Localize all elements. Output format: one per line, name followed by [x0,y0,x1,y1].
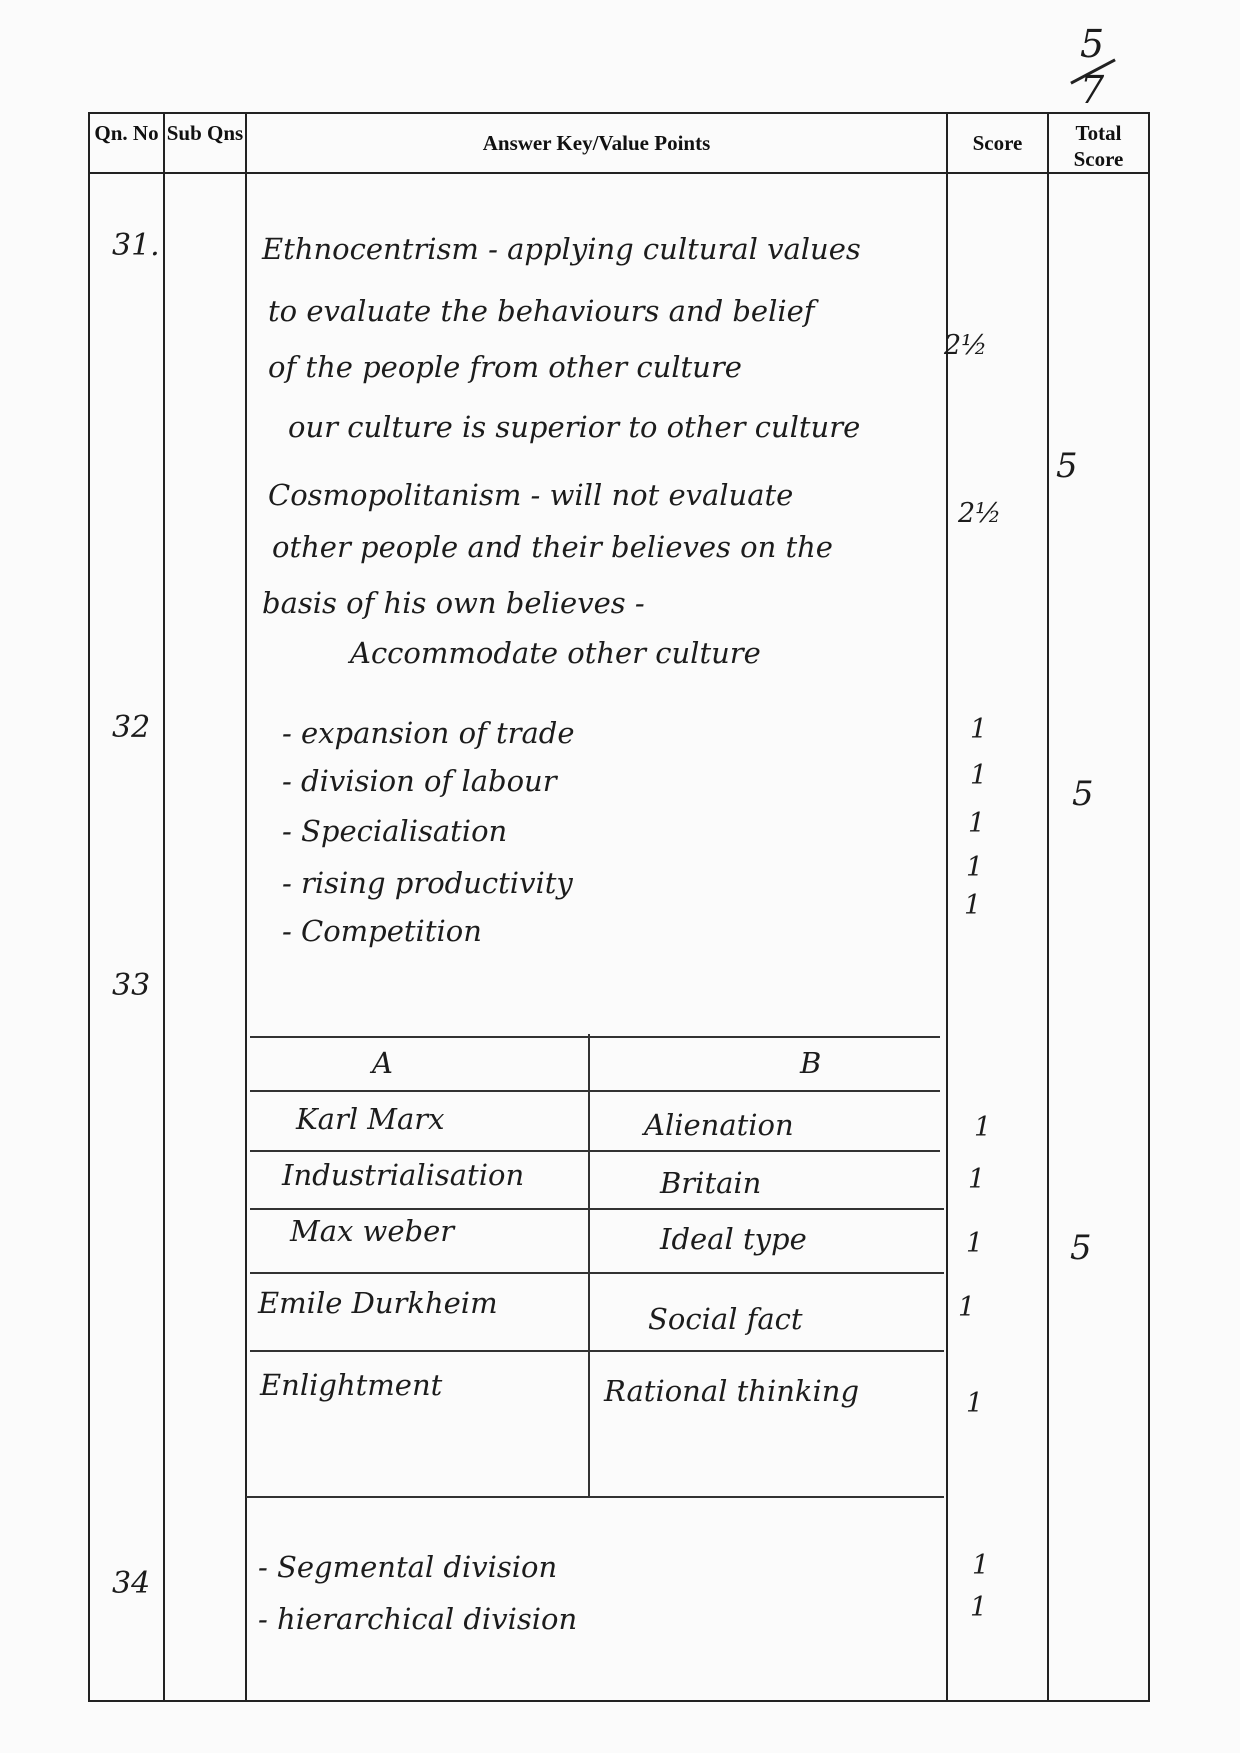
match-b-cell: Social fact [648,1302,803,1336]
answer-point: - rising productivity [282,866,573,900]
total-score-mark: 5 [1056,446,1078,486]
match-b-cell: Britain [660,1166,762,1200]
answer-line: basis of his own believes - [262,586,645,620]
match-a-cell: Max weber [290,1214,455,1248]
column-b-heading: B [800,1046,822,1080]
match-b-cell: Rational thinking [604,1374,860,1408]
column-divider [1047,112,1049,1702]
score-mark: 1 [974,1112,992,1143]
header-answer-key: Answer Key/Value Points [482,131,711,155]
score-mark: 1 [966,1388,984,1419]
table-rule [250,1350,944,1352]
answer-point: - Specialisation [282,814,508,848]
answer-line: Accommodate other culture [350,636,761,670]
total-score-mark: 5 [1070,1228,1092,1268]
match-a-cell: Emile Durkheim [258,1286,498,1320]
table-column-divider [588,1034,590,1498]
answer-point: - division of labour [282,764,557,798]
table-rule [246,1496,944,1498]
table-rule [250,1150,940,1152]
score-mark: 1 [964,890,982,921]
question-number: 31. [112,228,160,263]
total-score-mark: 5 [1072,774,1094,814]
answer-line: of the people from other culture [268,350,742,384]
answer-point: - Segmental division [258,1550,558,1584]
question-number: 33 [112,968,151,1003]
score-mark: 1 [966,1228,984,1259]
column-divider [163,112,165,1702]
header-qn-no: Qn. No [94,121,159,145]
question-number: 32 [112,710,151,745]
answer-line: to evaluate the behaviours and belief [268,294,815,328]
table-rule [250,1036,940,1038]
page-number [1064,18,1122,112]
score-mark: 1 [970,1592,988,1623]
score-mark: 1 [970,760,988,791]
score-mark: 1 [972,1550,990,1581]
answer-point: - hierarchical division [258,1602,578,1636]
match-a-cell: Industrialisation [282,1158,525,1192]
table-rule [250,1090,940,1092]
score-mark: 2½ [944,330,988,361]
match-b-cell: Ideal type [660,1222,807,1256]
match-a-cell: Karl Marx [296,1102,445,1136]
answer-point: - Competition [282,914,482,948]
header-sub-qns: Sub Qns [166,121,244,145]
answer-line: our culture is superior to other culture [288,410,861,444]
header-total-score: Total Score [1073,121,1124,171]
score-mark: 1 [958,1292,976,1323]
table-rule [250,1208,944,1210]
score-mark: 1 [970,714,988,745]
match-b-cell: Alienation [644,1108,794,1142]
question-number: 34 [112,1566,151,1601]
score-mark: 1 [966,852,984,883]
page-number-bottom: 7 [1080,68,1105,112]
column-a-heading: A [372,1046,393,1080]
score-mark: 1 [968,808,986,839]
table-rule [250,1272,944,1274]
header-score: Score [972,131,1023,155]
match-a-cell: Enlightment [260,1368,443,1402]
column-divider [245,112,247,1702]
header-divider [88,172,1150,174]
answer-point: - expansion of trade [282,716,575,750]
answer-line: Ethnocentrism - applying cultural values [262,232,861,266]
score-mark: 2½ [958,498,1002,529]
answer-line: other people and their believes on the [272,530,833,564]
page-number-top: 5 [1080,22,1105,66]
answer-line: Cosmopolitanism - will not evaluate [268,478,794,512]
score-mark: 1 [968,1164,986,1195]
